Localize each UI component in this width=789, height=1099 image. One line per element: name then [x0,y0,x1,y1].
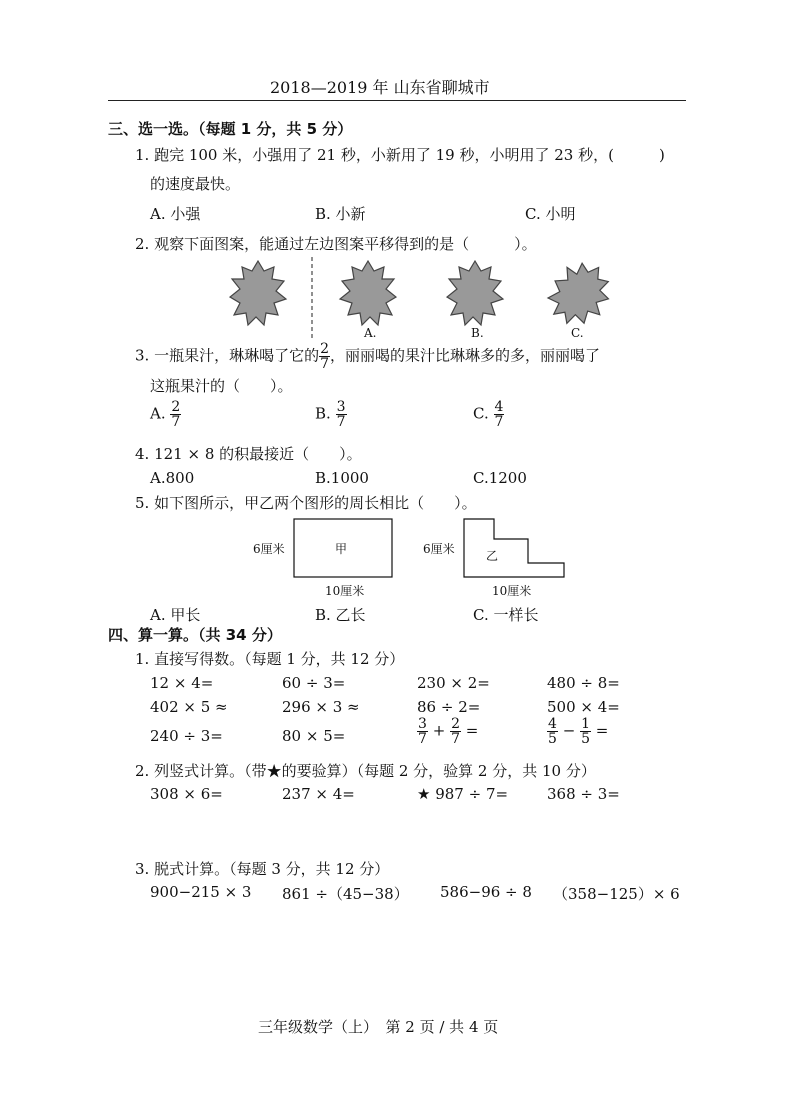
q3-b-frac [336,400,347,429]
fig2-width-label: 10厘米 [492,584,532,598]
page-header: 2018—2019 年 山东省聊城市 [270,78,490,97]
fig1-name: 甲 [335,542,348,556]
q3-c-den: 7 [494,414,504,430]
q3-c-label: C. [473,404,489,423]
section-3-title: 三、选一选。（每题 1 分，共 5 分） [108,120,353,138]
shape-yi [464,519,564,577]
fig2-name: 乙 [486,549,499,563]
stepwise-calc-3: 586−96 ÷ 8 [440,883,532,901]
q1-option-c: C. 小明 [525,205,576,223]
q5-option-a: A. 甲长 [150,606,201,624]
page-footer: 三年级数学（上） 第 2 页 / 共 4 页 [258,1018,499,1036]
q3-option-b [315,400,347,429]
leaves-figure [220,255,620,345]
f1-n2: 2 [451,716,460,732]
vertical-calc-4: 368 ÷ 3= [547,785,620,803]
s4-q1-title: 1. 直接写得数。（每题 1 分，共 12 分） [135,650,405,668]
calc-r3-c4 [547,717,608,746]
f1-n1: 3 [418,716,427,732]
calc-r2-c1: 402 × 5 ≈ [150,698,228,716]
q3-line1 [135,342,600,371]
q4-option-a: A.800 [150,469,195,487]
q4-text: 4. 121 × 8 的积最接近（ ）。 [135,445,362,463]
calc-r2-c2: 296 × 3 ≈ [282,698,360,716]
q3-option-c [473,400,504,429]
q3-fraction [319,342,330,371]
q5-text: 5. 如下图所示，甲乙两个图形的周长相比（ ）。 [135,494,477,512]
q1-line2: 的速度最快。 [150,175,241,193]
f2-op: − [562,721,576,740]
f1-d2: 7 [451,731,460,747]
f1-frac1 [417,717,428,746]
q4-option-b: B.1000 [315,469,369,487]
q1-option-b: B. 小新 [315,205,366,223]
f1-op: + [432,721,446,740]
q3-frac-num: 2 [320,341,330,357]
f2-d2: 5 [581,731,590,747]
q1-option-a: A. 小强 [150,205,201,223]
calc-r1-c1: 12 × 4= [150,674,214,692]
q3-line2: 这瓶果汁的（ ）。 [150,377,293,395]
q3-a-frac [170,400,181,429]
q3-b-label: B. [315,404,331,423]
f1-d1: 7 [418,731,427,747]
calc-r3-c2: 80 × 5= [282,727,346,745]
q3-a-num: 2 [171,399,181,415]
leaf-b-icon [447,261,503,325]
calc-r1-c3: 230 × 2= [417,674,490,692]
q3-c-num: 4 [494,399,504,415]
stepwise-calc-2: 861 ÷（45−38） [282,885,409,903]
fig1-width-label: 10厘米 [325,584,365,598]
leaf-c-icon [539,255,620,336]
fig2-height-label: 6厘米 [423,542,455,556]
leaf-original-icon [230,261,286,325]
f2-frac2 [580,717,591,746]
calc-r3-c1: 240 ÷ 3= [150,727,223,745]
q2-label-a: A. [364,326,377,340]
q3-frac-den: 7 [320,356,330,372]
calc-r1-c4: 480 ÷ 8= [547,674,620,692]
q3-post: ，丽丽喝的果汁比琳琳多的多，丽丽喝了 [330,346,601,365]
f2-n2: 1 [581,716,590,732]
q5-option-c: C. 一样长 [473,606,539,624]
vertical-calc-2: 237 × 4= [282,785,355,803]
q2-text: 2. 观察下面图案，能通过左边图案平移得到的是（ ）。 [135,235,537,253]
q3-c-frac [494,400,505,429]
q3-pre: 3. 一瓶果汁，琳琳喝了它的 [135,346,320,365]
leaf-a-icon [340,261,396,325]
q2-label-b: B. [471,326,484,340]
f2-n1: 4 [548,716,557,732]
s4-q2-title: 2. 列竖式计算。（带★的要验算）（每题 2 分，验算 2 分，共 10 分） [135,762,596,780]
calc-r3-c3 [417,717,478,746]
q2-label-c: C. [571,326,584,340]
q5-option-b: B. 乙长 [315,606,366,624]
q3-option-a [150,400,181,429]
header-rule [108,100,686,101]
f2-eq: = [595,721,609,740]
stepwise-calc-4: （358−125）× 6 [553,885,680,903]
f2-d1: 5 [548,731,557,747]
f1-frac2 [450,717,461,746]
q3-a-label: A. [150,404,166,423]
vertical-calc-1: 308 × 6= [150,785,223,803]
section-4-title: 四、算一算。（共 34 分） [108,626,282,644]
q1-line1: 1. 跑完 100 米，小强用了 21 秒，小新用了 19 秒，小明用了 23 秒，( ) [135,146,665,164]
f2-frac1 [547,717,558,746]
stepwise-calc-1: 900−215 × 3 [150,883,252,901]
calc-r1-c2: 60 ÷ 3= [282,674,346,692]
calc-r2-c3: 86 ÷ 2= [417,698,481,716]
q3-b-den: 7 [336,414,346,430]
s4-q3-title: 3. 脱式计算。（每题 3 分，共 12 分） [135,860,390,878]
q3-a-den: 7 [171,414,181,430]
vertical-calc-3: ★ 987 ÷ 7= [417,785,509,803]
fig1-height-label: 6厘米 [253,542,285,556]
q4-option-c: C.1200 [473,469,527,487]
calc-r2-c4: 500 × 4= [547,698,620,716]
f1-eq: = [465,721,479,740]
q3-b-num: 3 [336,399,346,415]
